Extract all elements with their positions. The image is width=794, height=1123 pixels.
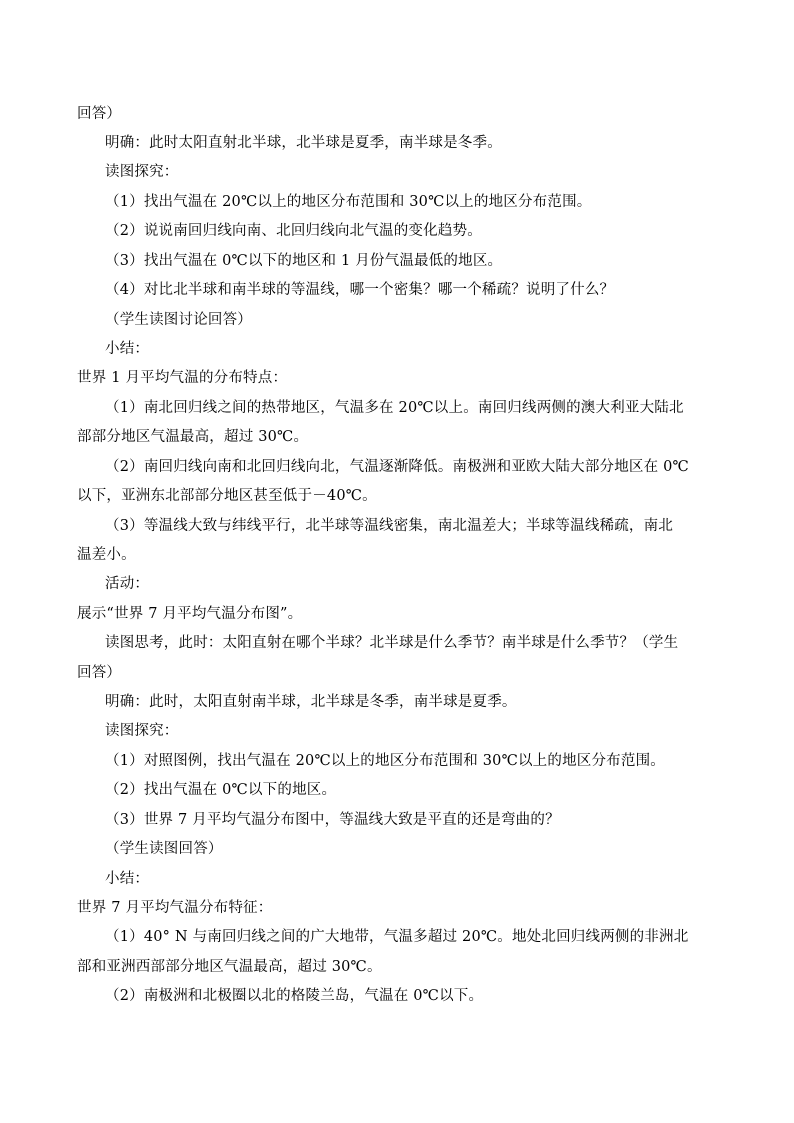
- text-line: 部和亚洲西部部分地区气温最高，超过 30℃。: [77, 959, 382, 975]
- text-line: 小结：: [105, 341, 150, 357]
- text-line: 读图思考，此时：太阳直射在哪个半球？北半球是什么季节？南半球是什么季节？（学生: [105, 635, 679, 651]
- text-line: 展示“世界 7 月平均气温分布图”。: [77, 606, 303, 622]
- text-line: （1）找出气温在 20℃以上的地区分布范围和 30℃以上的地区分布范围。: [105, 194, 592, 210]
- text-line: （2）南回归线向南和北回归线向北，气温逐渐降低。南极洲和亚欧大陆大部分地区在 0℃: [105, 459, 689, 475]
- text-line: （3）找出气温在 0℃以下的地区和 1 月份气温最低的地区。: [105, 253, 503, 269]
- text-line: 世界 7 月平均气温分布特征：: [77, 900, 273, 916]
- text-line: 回答）: [77, 665, 122, 681]
- text-line: 明确：此时太阳直射北半球，北半球是夏季，南半球是冬季。: [105, 135, 502, 151]
- text-line: 温差小。: [77, 547, 136, 563]
- text-line: （2）南极洲和北极圈以北的格陵兰岛，气温在 0℃以下。: [105, 988, 484, 1004]
- text-line: 明确：此时，太阳直射南半球，北半球是冬季，南半球是夏季。: [105, 694, 517, 710]
- text-line: （学生读图讨论回答）: [105, 312, 252, 328]
- text-line: （2）找出气温在 0℃以下的地区。: [105, 782, 337, 798]
- text-line: （3）世界 7 月平均气温分布图中，等温线大致是平直的还是弯曲的？: [105, 812, 560, 828]
- text-line: 部部分地区气温最高，超过 30℃。: [77, 429, 309, 445]
- text-line: 以下，亚洲东北部部分地区甚至低于－40℃。: [77, 488, 377, 504]
- text-line: （4）对比北半球和南半球的等温线，哪一个密集？哪一个稀疏？说明了什么？: [105, 282, 615, 298]
- text-line: （1）南北回归线之间的热带地区，气温多在 20℃以上。南回归线两侧的澳大利亚大陆北: [105, 400, 684, 416]
- text-line: （2）说说南回归线向南、北回归线向北气温的变化趋势。: [105, 223, 482, 239]
- text-line: 小结：: [105, 871, 150, 887]
- text-line: （1）对照图例，找出气温在 20℃以上的地区分布范围和 30℃以上的地区分布范围。: [105, 753, 665, 769]
- text-line: 回答）: [77, 106, 122, 122]
- text-line: 活动：: [105, 576, 150, 592]
- text-line: 读图探究：: [105, 164, 179, 180]
- text-line: （3）等温线大致与纬线平行，北半球等温线密集，南北温差大；半球等温线稀疏，南北: [105, 518, 674, 534]
- text-line: 读图探究：: [105, 723, 179, 739]
- text-line: （学生读图回答）: [105, 841, 223, 857]
- text-line: （1）40° N 与南回归线之间的广大地带，气温多超过 20℃。地处北回归线两侧的非洲北: [105, 929, 689, 945]
- text-line: 世界 1 月平均气温的分布特点：: [77, 370, 288, 386]
